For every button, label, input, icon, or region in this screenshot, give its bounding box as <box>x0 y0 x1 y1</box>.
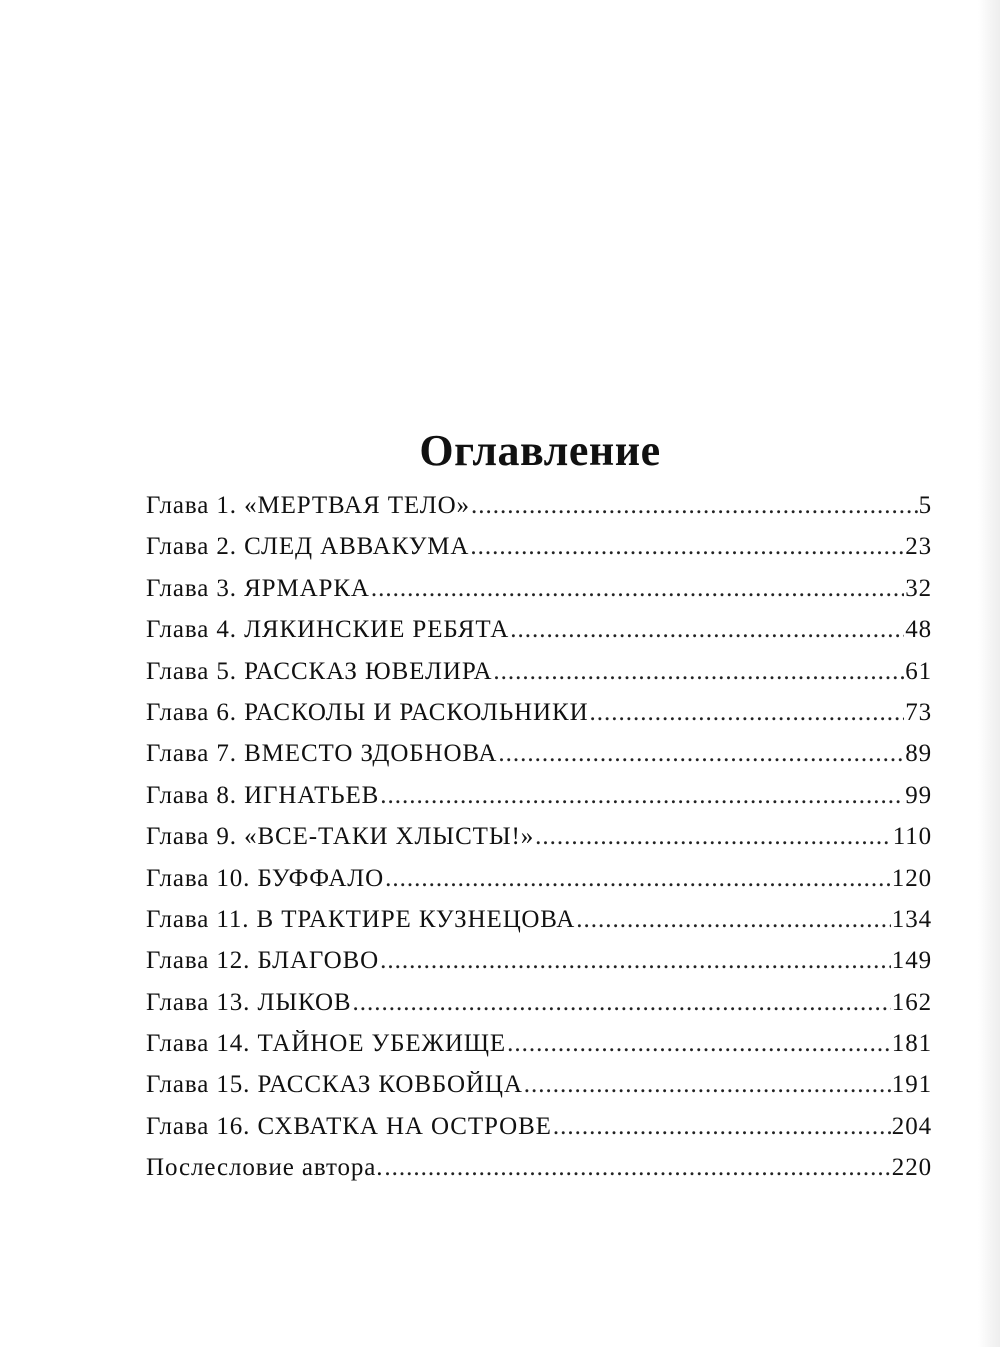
toc-entry-page: 23 <box>905 533 932 561</box>
toc-entry-label: Глава 2. СЛЕД АВВАКУМА <box>146 533 470 561</box>
toc-entry-5[interactable] <box>146 658 932 699</box>
toc-entry-page: 181 <box>891 1030 932 1058</box>
toc-entry-label: Глава 12. БЛАГОВО <box>146 947 380 975</box>
toc-entry-10[interactable] <box>146 865 932 906</box>
dot-leader <box>507 1030 891 1058</box>
toc-entry-15[interactable] <box>146 1071 932 1112</box>
dot-leader <box>380 782 904 810</box>
dot-leader <box>535 823 892 851</box>
toc-entry-label: Глава 10. БУФФАЛО <box>146 864 385 892</box>
toc-entry-afterword[interactable] <box>146 1154 932 1195</box>
dot-leader <box>498 740 904 768</box>
toc-entry-page: 162 <box>891 988 932 1016</box>
toc-entry-label: Глава 15. РАССКАЗ КОВБОЙЦА <box>146 1071 523 1099</box>
toc-entry-8[interactable] <box>146 782 932 823</box>
toc-entry-page: 149 <box>891 947 932 975</box>
toc-entry-label: Глава 14. ТАЙНОЕ УБЕЖИЩЕ <box>146 1030 507 1058</box>
table-of-contents <box>146 492 932 1196</box>
toc-entry-3[interactable] <box>146 575 932 616</box>
toc-entry-page: 134 <box>891 905 932 933</box>
dot-leader <box>385 865 891 893</box>
toc-entry-page: 61 <box>905 657 932 685</box>
toc-entry-label: Глава 1. «МЕРТВАЯ ТЕЛО» <box>146 492 470 519</box>
toc-entry-page: 48 <box>905 616 932 644</box>
dot-leader <box>470 533 904 561</box>
toc-entry-13[interactable] <box>146 989 932 1030</box>
toc-entry-6[interactable] <box>146 699 932 740</box>
toc-entry-4[interactable] <box>146 616 932 657</box>
page-title: Оглавление <box>419 426 661 476</box>
toc-entry-label: Послесловие автора. <box>146 1154 384 1182</box>
page-edge-shadow <box>978 0 1000 1347</box>
dot-leader <box>590 699 905 727</box>
dot-leader <box>380 947 891 975</box>
toc-entry-label: Глава 16. СХВАТКА НА ОСТРОВЕ <box>146 1112 552 1140</box>
toc-entry-12[interactable] <box>146 947 932 988</box>
toc-entry-page: 191 <box>891 1071 932 1099</box>
toc-entry-label: Глава 7. ВМЕСТО ЗДОБНОВА <box>146 740 498 768</box>
toc-entry-page: 99 <box>905 781 932 809</box>
toc-entry-7[interactable] <box>146 740 932 781</box>
toc-entry-label: Глава 6. РАСКОЛЫ И РАСКОЛЬНИКИ <box>146 698 589 726</box>
dot-leader <box>510 616 904 644</box>
dot-leader <box>493 658 904 686</box>
dot-leader <box>576 906 891 934</box>
toc-entry-page: 110 <box>892 823 932 851</box>
dot-leader <box>353 989 891 1017</box>
toc-entry-2[interactable] <box>146 533 932 574</box>
toc-entry-label: Глава 13. ЛЫКОВ <box>146 988 352 1016</box>
toc-entry-page: 204 <box>891 1112 932 1140</box>
dot-leader <box>524 1071 891 1099</box>
toc-entry-page: 89 <box>905 740 932 768</box>
toc-entry-9[interactable] <box>146 823 932 864</box>
toc-entry-label: Глава 5. РАССКАЗ ЮВЕЛИРА <box>146 657 493 685</box>
toc-entry-page: 220 <box>891 1154 932 1182</box>
toc-entry-label: Глава 3. ЯРМАРКА <box>146 574 370 602</box>
dot-leader <box>471 492 918 520</box>
toc-entry-label: Глава 11. В ТРАКТИРЕ КУЗНЕЦОВА <box>146 905 576 933</box>
dot-leader <box>384 1154 890 1182</box>
toc-entry-label: Глава 9. «ВСЕ-ТАКИ ХЛЫСТЫ!» <box>146 823 535 851</box>
toc-entry-label: Глава 8. ИГНАТЬЕВ <box>146 781 380 809</box>
toc-entry-1[interactable] <box>146 492 932 533</box>
toc-entry-label: Глава 4. ЛЯКИНСКИЕ РЕБЯТА <box>146 616 510 644</box>
toc-entry-page: 120 <box>891 864 932 892</box>
toc-entry-page: 32 <box>905 574 932 602</box>
toc-entry-16[interactable] <box>146 1113 932 1154</box>
toc-entry-page: 5 <box>918 492 932 519</box>
dot-leader <box>371 575 904 603</box>
toc-entry-14[interactable] <box>146 1030 932 1071</box>
toc-entry-11[interactable] <box>146 906 932 947</box>
dot-leader <box>553 1113 891 1141</box>
toc-entry-page: 73 <box>905 698 932 726</box>
